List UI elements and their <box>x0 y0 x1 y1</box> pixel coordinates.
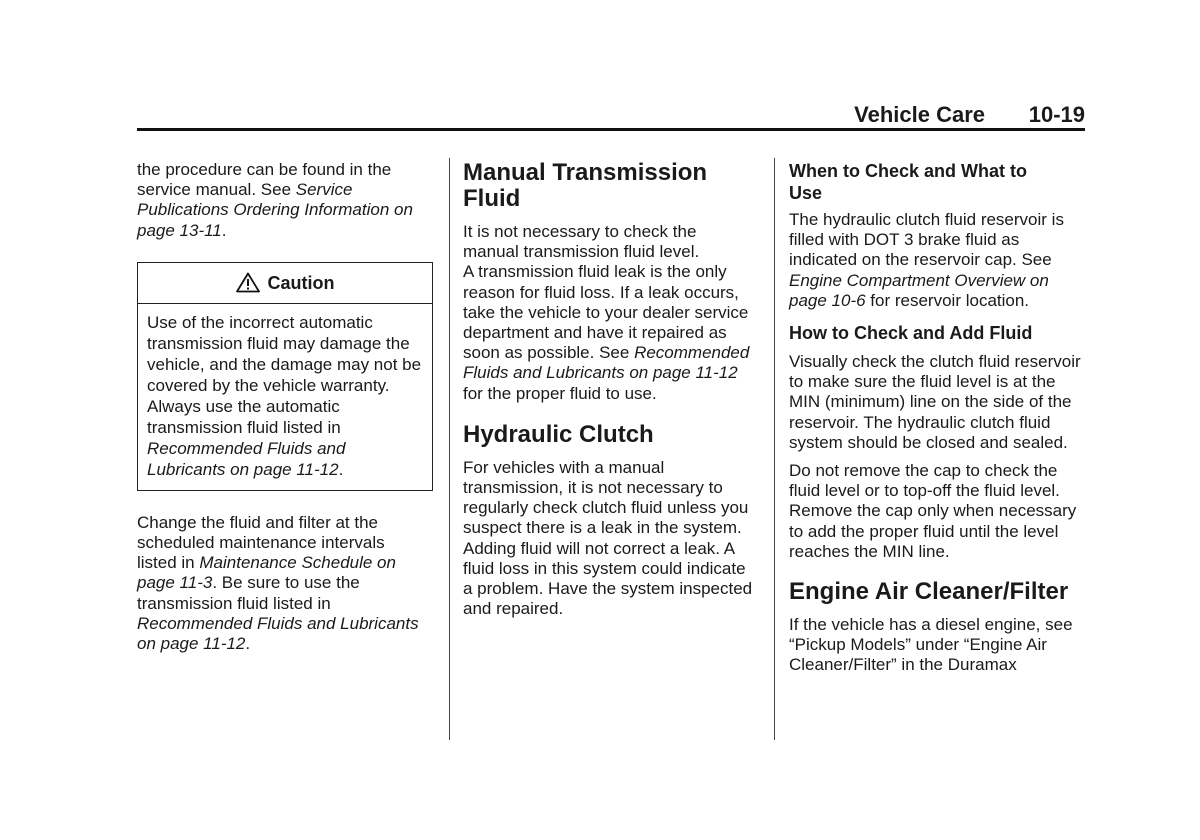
warning-triangle-icon <box>236 272 260 293</box>
text: the procedure can be found in the service manual. See <box>137 160 392 200</box>
paragraph: For vehicles with a manual transmission, it is not necessary to regularly check clutch fluid unless you suspect there is a leak in the system. Adding fluid will not correct a leak. A fluid loss in this system could indicate a problem. Have the system inspected and repaired. <box>463 457 753 619</box>
column-middle <box>463 160 763 619</box>
subsection-heading: How to Check and Add Fluid <box>789 323 1033 344</box>
paragraph: If the vehicle has a diesel engine, see “Pickup Models” under “Engine Air Cleaner/Filter” in the Duramax <box>789 615 1073 675</box>
page-number: 10-19 <box>1028 102 1085 127</box>
caution-box <box>137 262 433 491</box>
cross-reference[interactable]: Recommended Fluids and Lubricants on page 11-12 <box>147 438 346 479</box>
section-heading: Manual Transmission Fluid <box>463 159 708 212</box>
text: . Be sure to use the transmission fluid listed in <box>137 573 360 613</box>
subsection-heading: When to Check and What to Use <box>789 161 1027 203</box>
text: Change the fluid and filter at the scheduled maintenance intervals listed in <box>137 512 385 573</box>
cross-reference[interactable]: Engine Compartment Overview on page 10-6 <box>789 270 1049 310</box>
cross-reference[interactable]: Recommended Fluids and Lubricants on page 11-12 <box>137 613 419 654</box>
paragraph: Do not remove the cap to check the fluid level or to top-off the fluid level. Remove the cap only when necessary to add the proper fluid until the level reaches the MIN line. <box>789 461 1077 561</box>
caution-title: Caution <box>267 272 335 293</box>
text: A transmission fluid leak is the only reason for fluid loss. If a leak occurs, take the vehicle to your dealer service department and have it repaired as soon as possible. See <box>463 262 749 363</box>
text: Use of the incorrect automatic transmission fluid may damage the vehicle, and the damage may not be covered by the vehicle warranty. Always use the automatic transmission fluid listed in <box>147 312 422 437</box>
column-divider <box>774 158 775 740</box>
column-right <box>789 160 1089 676</box>
section-heading: Engine Air Cleaner/Filter <box>789 578 1069 606</box>
paragraph <box>789 210 1084 311</box>
text: The hydraulic clutch fluid reservoir is filled with DOT 3 brake fluid as indicated on the reservoir cap. See <box>789 210 1064 270</box>
text: . <box>245 634 251 654</box>
caution-body <box>138 304 432 490</box>
cross-reference[interactable]: Maintenance Schedule on page 11-3 <box>137 553 396 593</box>
text: . <box>221 220 227 240</box>
text: . <box>338 459 344 479</box>
section-title: Vehicle Care <box>854 102 985 127</box>
caution-header <box>138 263 432 304</box>
column-divider <box>449 158 450 740</box>
paragraph <box>137 160 427 241</box>
paragraph <box>463 262 758 403</box>
cross-reference[interactable]: Service Publications Ordering Information on page 13-11 <box>137 180 413 240</box>
text: for the proper fluid to use. <box>463 383 657 403</box>
cross-reference[interactable]: Recommended Fluids and Lubricants on page 11-12 <box>463 343 750 383</box>
paragraph: Visually check the clutch fluid reservoir to make sure the fluid level is at the MIN (minimum) line on the side of the reservoir. The hydraulic clutch fluid system should be closed and sealed. <box>789 352 1081 452</box>
section-heading: Hydraulic Clutch <box>463 420 654 448</box>
text: for reservoir location. <box>865 290 1030 310</box>
header-rule <box>137 128 1085 131</box>
paragraph <box>137 513 427 654</box>
page-header <box>137 102 1085 128</box>
paragraph: It is not necessary to check the manual transmission fluid level. <box>463 222 700 262</box>
column-left <box>137 160 437 654</box>
